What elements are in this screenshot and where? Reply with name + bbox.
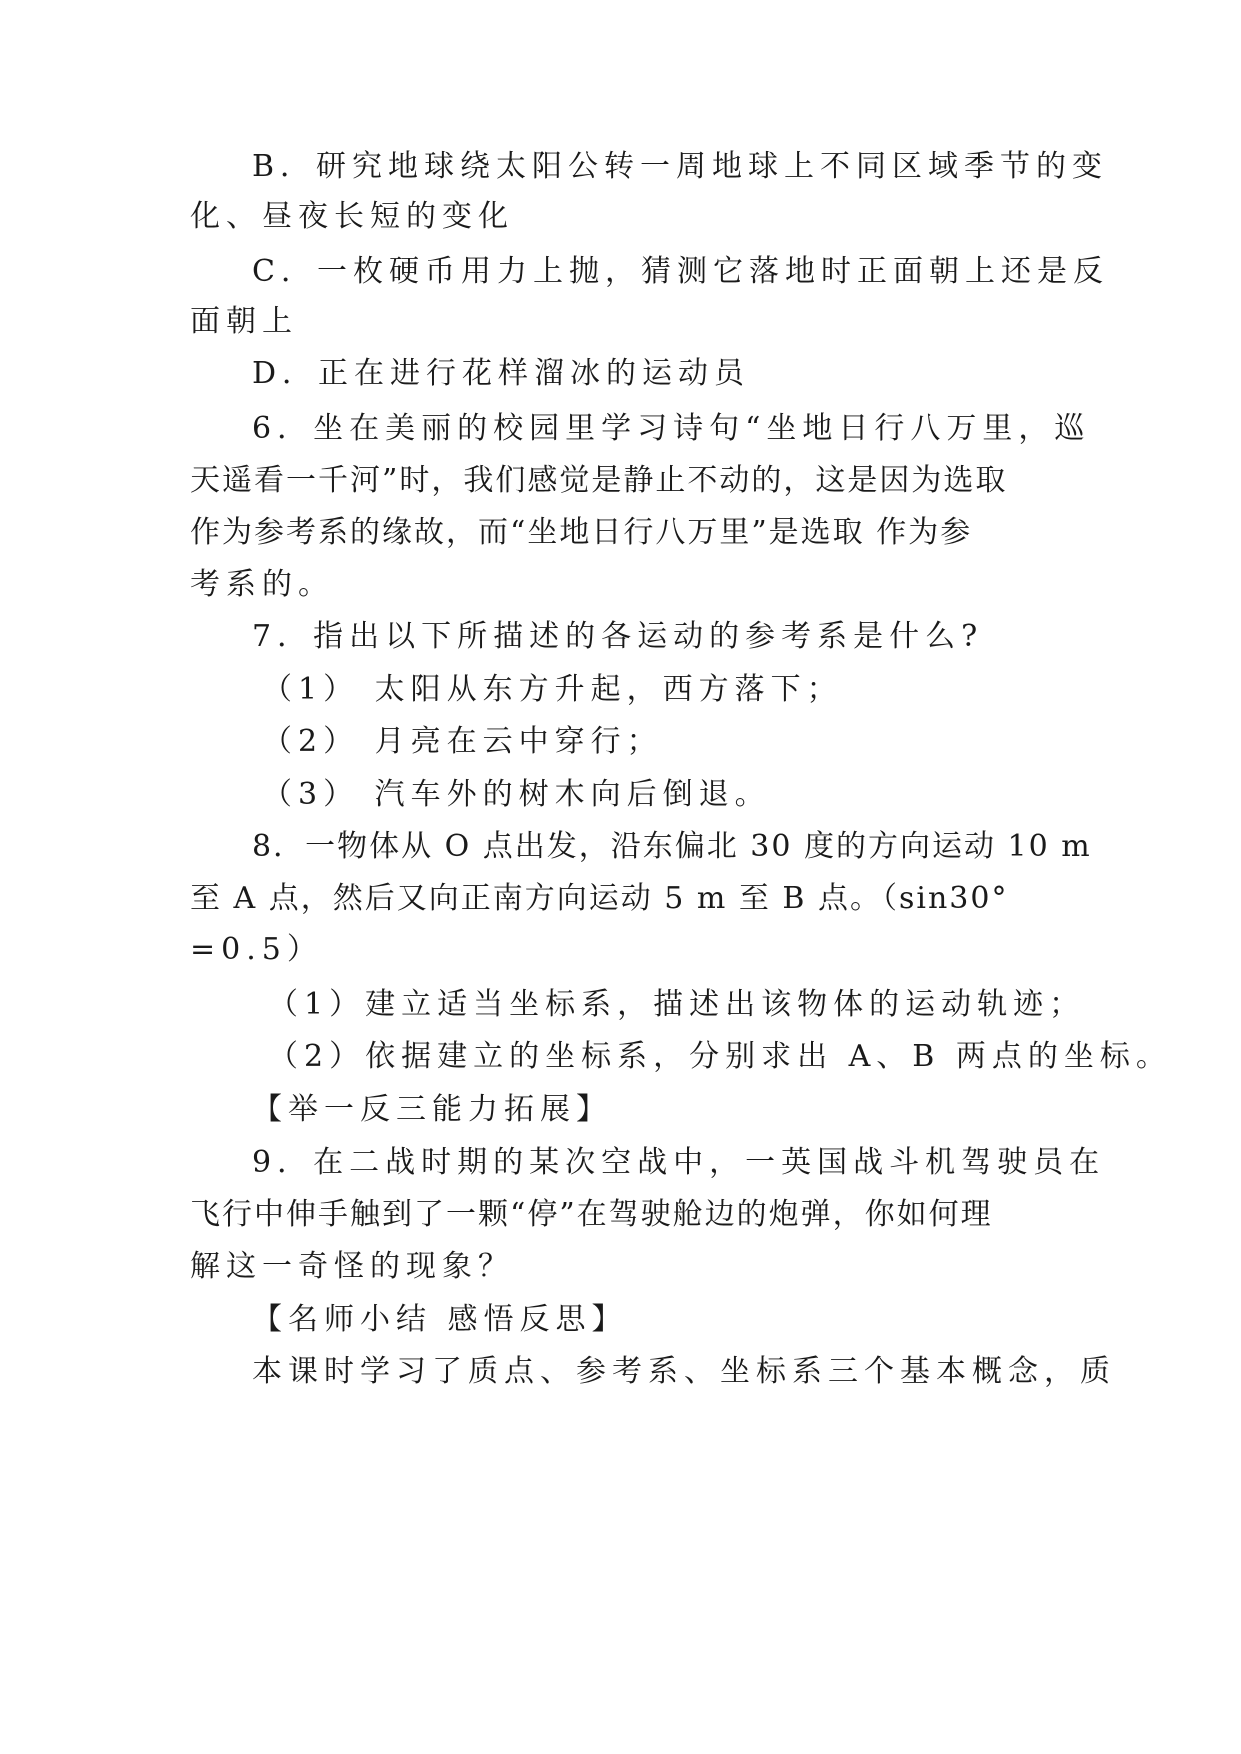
question-7-item-2: （2） 月亮在云中穿行； xyxy=(262,724,663,759)
question-8-line-3: =0.5） xyxy=(190,932,323,967)
question-9-line-2: 飞行中伸手触到了一颗“停”在驾驶舱边的炮弹，你如何理 xyxy=(190,1197,993,1232)
question-8-line-2: 至 A 点，然后又向正南方向运动 5 m 至 B 点。（sin30° xyxy=(190,881,1009,916)
section-heading-extension: 【举一反三能力拓展】 xyxy=(252,1092,612,1127)
question-7-item-1: （1） 太阳从东方升起，西方落下； xyxy=(262,672,843,707)
option-d-line: D．正在进行花样溜冰的运动员 xyxy=(252,356,751,391)
question-9-line-1: 9．在二战时期的某次空战中，一英国战斗机驾驶员在 xyxy=(252,1145,1106,1180)
option-b-line-1: B．研究地球绕太阳公转一周地球上不同区域季节的变 xyxy=(252,149,1109,184)
question-7-line: 7．指出以下所描述的各运动的参考系是什么? xyxy=(252,619,984,654)
question-6-line-1: 6．坐在美丽的校园里学习诗句“坐地日行八万里，巡 xyxy=(252,411,1091,446)
question-8-item-1: （1）建立适当坐标系，描述出该物体的运动轨迹； xyxy=(268,987,1086,1022)
question-9-line-3: 解这一奇怪的现象？ xyxy=(190,1249,514,1284)
question-8-line-1: 8．一物体从 O 点出发，沿东偏北 30 度的方向运动 10 m xyxy=(252,829,1092,864)
option-c-line-1: C．一枚硬币用力上抛，猜测它落地时正面朝上还是反 xyxy=(252,254,1109,289)
question-8-item-2: （2）依据建立的坐标系，分别求出 A、B 两点的坐标。 xyxy=(268,1039,1172,1074)
question-7-item-3: （3） 汽车外的树木向后倒退。 xyxy=(262,777,771,812)
option-c-line-2: 面朝上 xyxy=(190,304,298,339)
question-6-line-4: 考系的。 xyxy=(190,567,334,602)
question-6-line-3: 作为参考系的缘故，而“坐地日行八万里”是选取 作为参 xyxy=(190,515,973,550)
option-b-line-2: 化、昼夜长短的变化 xyxy=(190,199,514,234)
summary-line-1: 本课时学习了质点、参考系、坐标系三个基本概念，质 xyxy=(252,1354,1116,1389)
question-6-line-2: 天遥看一千河”时，我们感觉是静止不动的，这是因为选取 xyxy=(190,463,1008,498)
section-heading-summary: 【名师小结 感悟反思】 xyxy=(252,1302,628,1337)
